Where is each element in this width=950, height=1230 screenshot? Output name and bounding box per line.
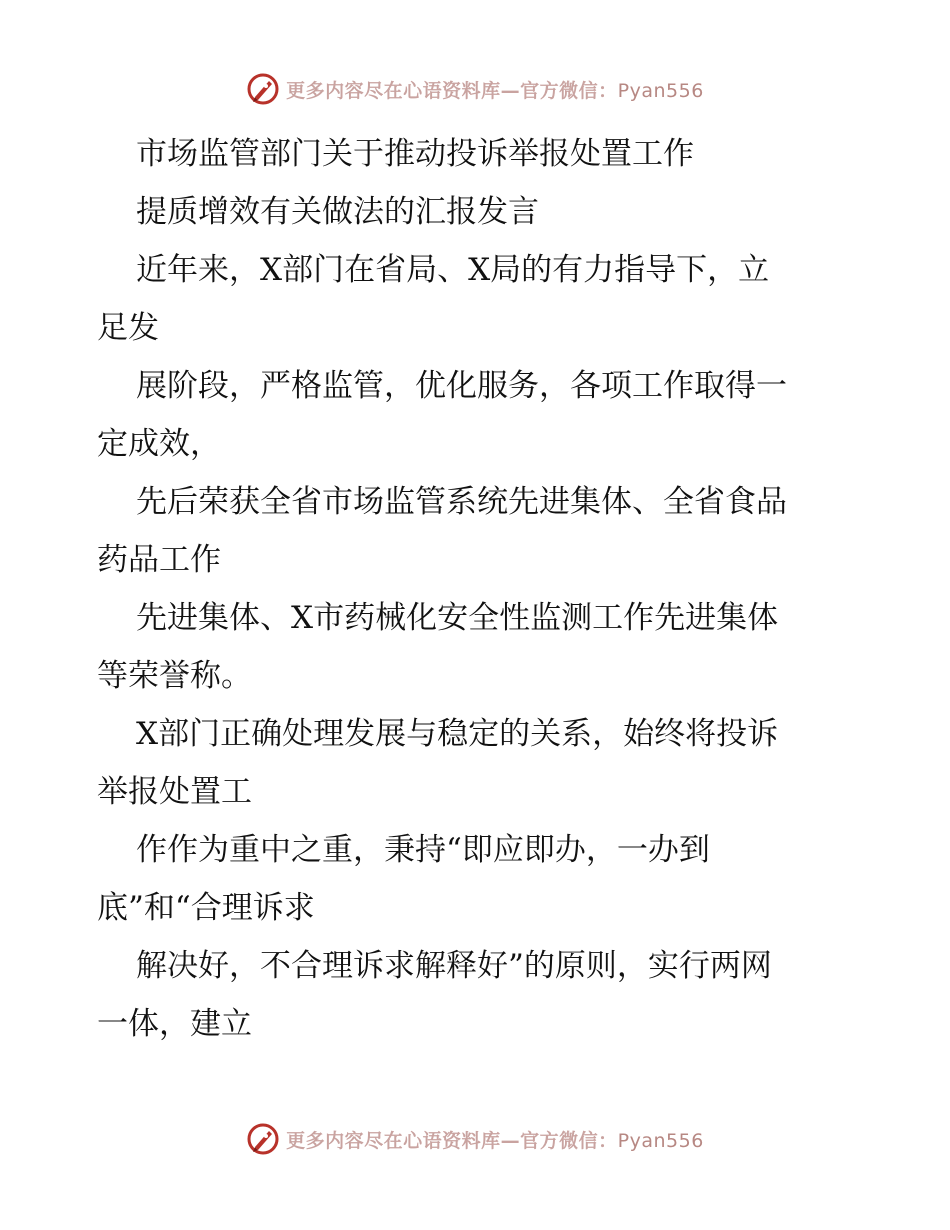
text-line: 底”和“合理诉求 <box>97 890 315 926</box>
text-line: 市场监管部门关于推动投诉举报处置工作 <box>136 136 694 172</box>
text-line: 定成效， <box>97 426 221 462</box>
text-line: 一体，建立 <box>97 1006 252 1042</box>
text-line: 近年来，X部门在省局、X局的有力指导下，立 <box>136 252 770 288</box>
text-line: 提质增效有关做法的汇报发言 <box>136 194 539 230</box>
text-line: X部门正确处理发展与稳定的关系，始终将投诉 <box>136 716 779 752</box>
text-line: 先后荣获全省市场监管系统先进集体、全省食品 <box>136 484 787 520</box>
pen-logo-icon <box>246 1122 280 1156</box>
pen-logo-icon <box>246 72 280 106</box>
text-line: 展阶段，严格监管，优化服务，各项工作取得一 <box>136 368 787 404</box>
text-line: 足发 <box>97 310 159 346</box>
text-line: 先进集体、X市药械化安全性监测工作先进集体 <box>136 600 779 636</box>
watermark-text: 更多内容尽在心语资料库—官方微信：Pyan556 <box>286 79 704 102</box>
text-line: 药品工作 <box>97 542 221 578</box>
header-watermark <box>0 72 950 106</box>
text-line: 作作为重中之重，秉持“即应即办，一办到 <box>136 832 710 868</box>
text-line: 举报处置工 <box>97 774 252 810</box>
document-body <box>97 125 857 1053</box>
text-line: 解决好，不合理诉求解释好”的原则，实行两网 <box>136 948 772 984</box>
text-line: 等荣誉称。 <box>97 658 252 694</box>
footer-watermark <box>0 1122 950 1156</box>
watermark-text: 更多内容尽在心语资料库—官方微信：Pyan556 <box>286 1129 704 1152</box>
